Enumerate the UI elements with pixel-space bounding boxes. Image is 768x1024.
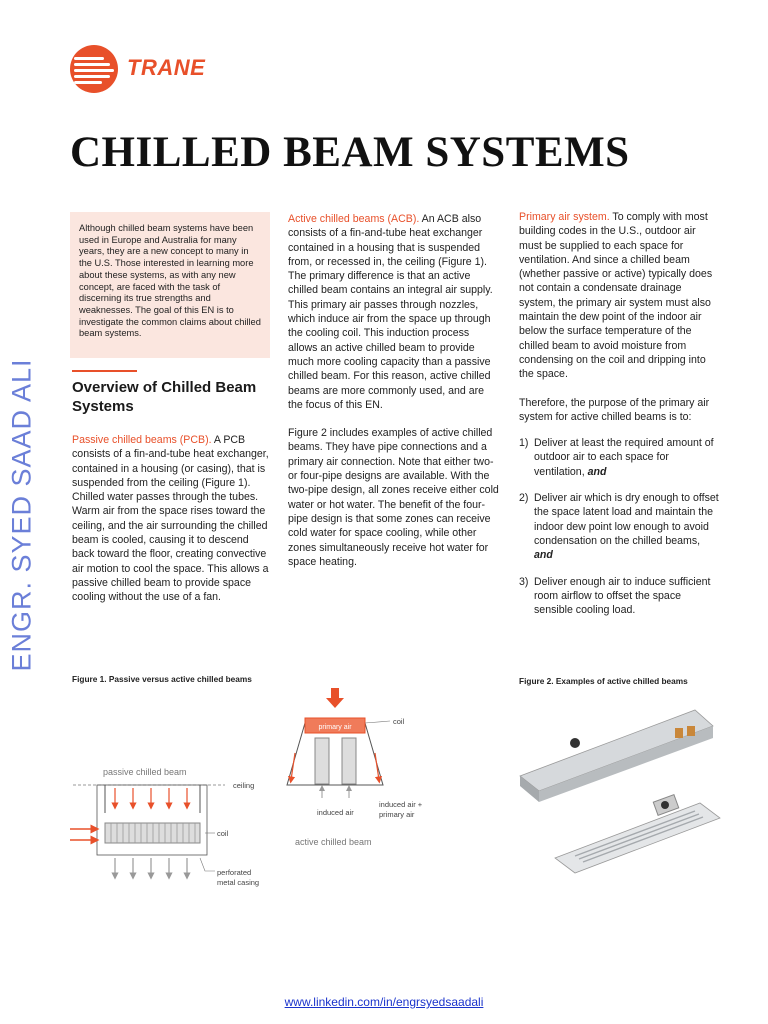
figure1-diagram	[65, 688, 445, 898]
trane-logo-mark	[70, 45, 118, 93]
acb-paragraph	[288, 212, 500, 412]
author-watermark	[4, 360, 40, 670]
list-item: 3) Deliver enough air to induce sufficient room airflow to offset the space sensible cooling load.	[519, 575, 711, 617]
primary-air-text: To comply with most building codes in the U.S., outdoor air must be supplied to each space for ventilation. And since a chilled beam (whether passive or active) typically does not contain a condensate drainage system, the primary air system must also maintain the dew point of the indoor air below the surface temperature of the chilled beam to avoid moisture from condensing on the coil and dripping into the space.	[519, 211, 713, 381]
acb-text: An ACB also consists of a fin-and-tube heat exchanger contained in a housing that is suspended from, or recessed in, the ceiling (Figure 1). The primary difference is that an active chilled beam contains an integral air supply. This primary air passes through nozzles, which induce air from the space up through the cooling coil. This induction process allows an active chilled beam to provide much more cooling capacity than a passive chilled beam. For this reason, active chilled beams are more commonly used, and are the focus of this EN.	[288, 213, 493, 411]
ceiling-label: ceiling	[233, 781, 255, 790]
figure2-caption: Figure 2. Examples of active chilled beams	[519, 676, 688, 686]
intro-text: Although chilled beam systems have been used in Europe and Australia for many years, they are a new concept to many in the U.S. Those interested in learning more about these systems, as with any new concept, are faced with the task of discerning its true strengths and weaknesses. The goal of this EN is to investigate the common claims about chilled beam systems.	[79, 223, 261, 339]
section-rule	[72, 370, 137, 372]
active-coil-label: coil	[393, 717, 405, 726]
pcb-label: Passive chilled beams (PCB).	[72, 434, 212, 446]
footer-link[interactable]: www.linkedin.com/in/engrsyedsaadali	[284, 995, 484, 1009]
perforated-label: perforated	[217, 868, 252, 877]
intro-sidebar	[70, 212, 270, 358]
metal-casing-label: metal casing	[217, 878, 260, 887]
acb-label: Active chilled beams (ACB).	[288, 213, 420, 225]
primary-air-label: Primary air system.	[519, 211, 610, 223]
pcb-paragraph	[72, 433, 270, 605]
figure2-paragraph: Figure 2 includes examples of active chilled beams. They have pipe connections and a primary air connection. Note that either two- or four-pipe designs are available. With the two-pipe design, all zones receive either cold water or hot water. The benefit of the four-pipe design is that some zones can receive cold water for space cooling, while other zones simultaneously receive hot water for space heating.	[288, 427, 499, 568]
list-item: 1) Deliver at least the required amount of outdoor air to each space for ventilation, and	[519, 437, 714, 478]
induced-air-label: induced air	[317, 808, 354, 817]
primary-air-paragraph	[519, 210, 719, 382]
section-heading: Overview of Chilled Beam Systems	[72, 379, 257, 415]
list-item: 2) Deliver air which is dry enough to offset the space latent load and maintain the indoor dew point low enough to avoid condensation on the chilled beams, and	[519, 492, 719, 562]
active-label: active chilled beam	[295, 837, 372, 847]
induced-primary-label-2: primary air	[379, 810, 415, 819]
passive-label: passive chilled beam	[103, 767, 187, 777]
trane-logo-text: TRANE	[127, 55, 206, 80]
primary-air-diagram-label: primary air	[318, 724, 352, 731]
pcb-text: A PCB consists of a fin-and-tube heat exchanger, contained in a housing (or casing), that is suspended from the ceiling (Figure 1). Chilled water passes through the tubes. Warm air from the space rises toward the ceiling, and the air surrounding the chilled beam is cooled, causing it to descend back toward the floor, creating convective air motion to cool the space. This allows a passive chilled beam to provide space cooling without the use of a fan.	[72, 434, 269, 604]
watermark-text: ENGR. SYED SAAD ALI	[6, 358, 37, 672]
acb-column	[288, 212, 500, 569]
primary-air-column	[519, 210, 719, 629]
figure1-caption: Figure 1. Passive versus active chilled beams	[72, 674, 252, 684]
coil-label: coil	[217, 829, 229, 838]
figure2-illustration	[515, 698, 725, 878]
purpose-list	[519, 436, 719, 617]
purpose-paragraph: Therefore, the purpose of the primary air system for active chilled beams is to:	[519, 396, 710, 423]
induced-primary-label-1: induced air +	[379, 800, 423, 809]
page-title: CHILLED BEAM SYSTEMS	[70, 129, 630, 176]
